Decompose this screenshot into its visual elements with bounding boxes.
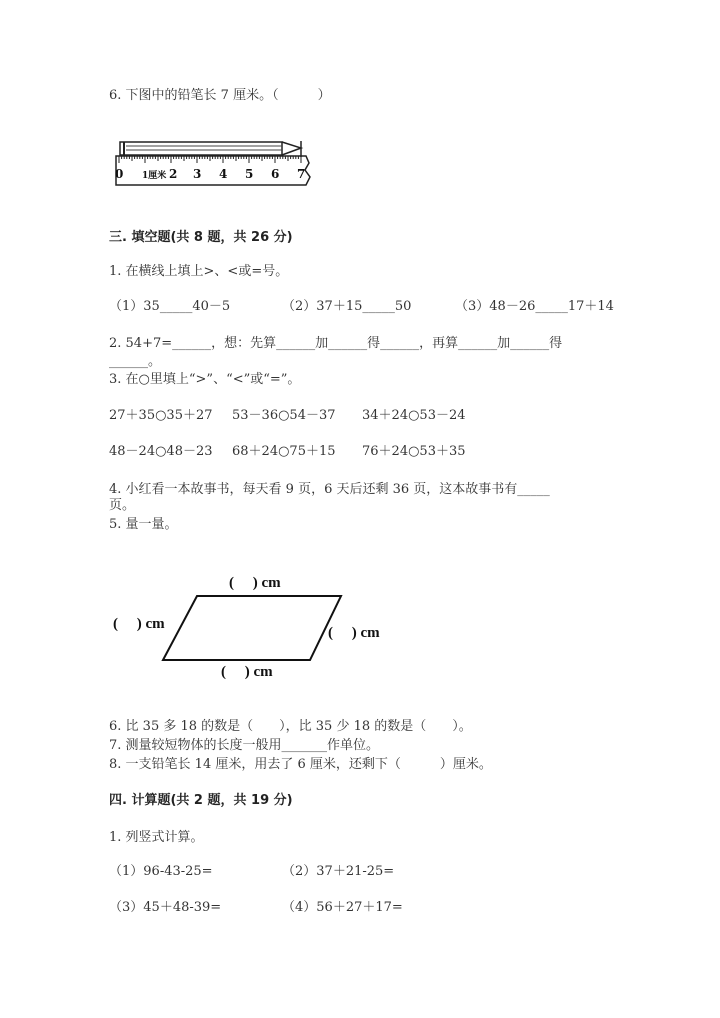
parallelogram-figure (163, 596, 341, 660)
s4-q1-item-4: （4）56＋27＋17= (282, 900, 403, 915)
s4-q1-item-1: （1）96-43-25= (109, 864, 213, 879)
section-4-title: 四. 计算题(共 2 题，共 19 分) (109, 793, 293, 808)
s3-question-2-cont: ______。 (109, 354, 162, 369)
ruler-label: 1厘米 (142, 171, 167, 181)
s3-q3-item: 48－24○48－23 (109, 444, 213, 459)
top-side-label: ( ) cm (229, 575, 281, 591)
ruler-label: 7 (297, 167, 306, 181)
s3-question-4-cont: 页。 (109, 498, 136, 513)
s3-question-3: 3. 在○里填上“>”、“<”或“=”。 (109, 372, 301, 387)
s3-question-7: 7. 测量较短物体的长度一般用_______作单位。 (109, 738, 380, 753)
s3-q3-item: 27＋35○35＋27 (109, 408, 213, 423)
ruler-label: 5 (245, 167, 254, 181)
ruler-label: 3 (193, 167, 202, 181)
s3-q3-item: 68＋24○75＋15 (232, 444, 336, 459)
s4-q1-item-2: （2）37＋21-25= (282, 864, 395, 879)
s3-question-5: 5. 量一量。 (109, 517, 178, 532)
ruler-label: 6 (271, 167, 280, 181)
s3-question-1: 1. 在横线上填上>、<或=号。 (109, 264, 289, 279)
s3-question-2: 2. 54+7=______，想：先算______加______得______，再算______加______得 (109, 336, 563, 351)
question-6-true-false: 6. 下图中的铅笔长 7 厘米。（ ） (109, 88, 331, 103)
s4-question-1: 1. 列竖式计算。 (109, 830, 204, 845)
s3-q1-item-3: （3）48－26_____17＋14 (455, 299, 614, 314)
ruler-label: 0 (115, 167, 124, 181)
s3-q3-item: 76＋24○53＋35 (362, 444, 466, 459)
s3-question-8: 8. 一支铅笔长 14 厘米，用去了 6 厘米，还剩下（ ）厘米。 (109, 757, 492, 772)
s4-q1-item-3: （3）45＋48-39= (109, 900, 222, 915)
s3-question-6: 6. 比 35 多 18 的数是（ ），比 35 少 18 的数是（ ）。 (109, 719, 472, 734)
s3-q1-item-2: （2）37＋15_____50 (282, 299, 412, 314)
s3-question-4: 4. 小红看一本故事书，每天看 9 页，6 天后还剩 36 页，这本故事书有_____ (109, 482, 550, 497)
section-3-title: 三. 填空题(共 8 题，共 26 分) (109, 230, 293, 245)
s3-q3-item: 53－36○54－37 (232, 408, 336, 423)
ruler-labels (116, 166, 316, 182)
s3-q3-item: 34＋24○53－24 (362, 408, 466, 423)
left-side-label: ( ) cm (113, 616, 165, 632)
ruler-label: 2 (169, 167, 178, 181)
right-side-label: ( ) cm (328, 625, 380, 641)
ruler-label: 4 (219, 167, 228, 181)
s3-q1-item-1: （1）35_____40－5 (109, 299, 231, 314)
bottom-side-label: ( ) cm (221, 664, 273, 680)
